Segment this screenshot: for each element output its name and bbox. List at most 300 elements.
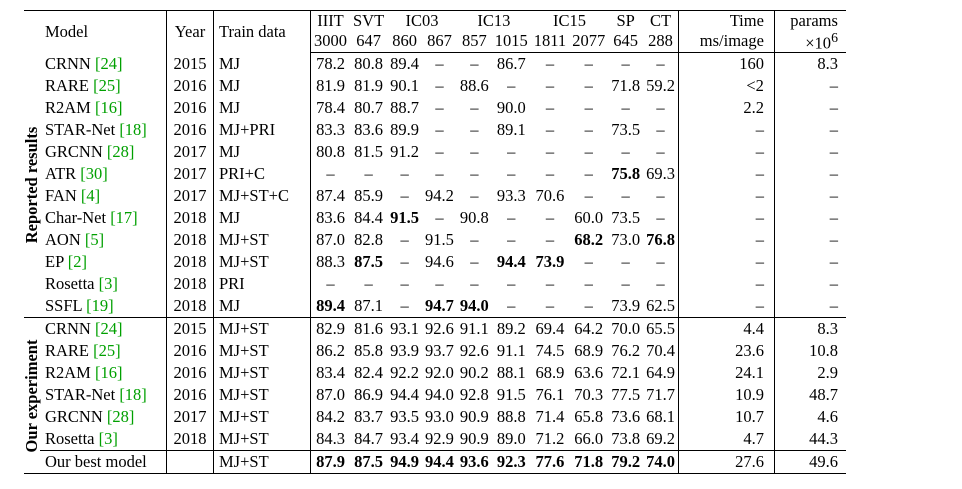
score-cell xyxy=(569,295,608,318)
score-cell xyxy=(492,273,531,295)
score-cell xyxy=(531,251,569,273)
time-cell: – xyxy=(678,185,774,207)
score-cell xyxy=(569,340,608,362)
score-value: 68.1 xyxy=(646,406,675,426)
score-value: 94.4 xyxy=(425,451,454,471)
score-value: 83.3 xyxy=(316,119,345,139)
citation-link[interactable]: [5] xyxy=(84,229,105,249)
score-cell xyxy=(311,185,351,207)
score-value: 93.4 xyxy=(390,428,420,448)
score-cell xyxy=(350,318,387,341)
score-cell xyxy=(608,384,643,406)
score-value: – xyxy=(507,75,516,95)
score-value: – xyxy=(584,119,593,139)
score-value: 84.3 xyxy=(316,428,345,448)
score-cell xyxy=(387,318,422,341)
score-value: 90.8 xyxy=(459,207,489,227)
model-cell xyxy=(40,207,167,229)
time-cell: 4.4 xyxy=(678,318,774,341)
model-name: Our best model xyxy=(45,451,147,471)
train-data-cell: PRI xyxy=(214,273,311,295)
score-cell xyxy=(643,97,678,119)
score-cell xyxy=(350,428,387,451)
score-cell xyxy=(492,141,531,163)
time-cell: 23.6 xyxy=(678,340,774,362)
score-value: 94.7 xyxy=(425,295,454,315)
score-cell xyxy=(311,75,351,97)
score-cell xyxy=(531,273,569,295)
citation-link[interactable]: [3] xyxy=(98,273,118,293)
score-value: – xyxy=(507,141,516,161)
header-train-data: Train data xyxy=(214,11,311,53)
score-cell xyxy=(531,451,569,474)
score-value: 87.5 xyxy=(354,451,384,471)
time-cell: – xyxy=(678,207,774,229)
score-cell xyxy=(387,451,422,474)
model-name: GRCNN xyxy=(45,141,103,161)
score-value: – xyxy=(470,119,479,139)
citation-link[interactable]: [24] xyxy=(94,318,123,338)
score-cell xyxy=(350,185,387,207)
score-value: 83.6 xyxy=(354,119,384,139)
model-cell xyxy=(40,251,167,273)
citation-link[interactable]: [17] xyxy=(110,207,138,227)
score-cell xyxy=(608,428,643,451)
score-cell xyxy=(311,141,351,163)
header-size-ct: 288 xyxy=(643,31,678,53)
score-cell xyxy=(643,53,678,76)
score-cell xyxy=(422,119,457,141)
score-value: 92.6 xyxy=(425,318,454,338)
score-cell xyxy=(422,273,457,295)
score-cell xyxy=(569,251,608,273)
model-name: EP xyxy=(45,251,64,271)
score-value: – xyxy=(584,75,593,95)
score-cell xyxy=(492,185,531,207)
score-cell xyxy=(492,295,531,318)
score-value: 84.2 xyxy=(316,406,345,426)
score-value: – xyxy=(545,207,555,227)
score-value: – xyxy=(400,229,409,249)
params-unit-base: ×10 xyxy=(805,33,832,53)
score-cell xyxy=(457,451,492,474)
params-cell: – xyxy=(774,163,846,185)
score-value: 70.0 xyxy=(611,318,641,338)
score-value: 65.8 xyxy=(574,406,604,426)
score-cell xyxy=(643,428,678,451)
score-value: 92.9 xyxy=(425,428,454,448)
score-cell xyxy=(422,362,457,384)
score-value: 64.2 xyxy=(574,318,604,338)
score-value: – xyxy=(621,273,630,293)
score-value: 68.9 xyxy=(535,362,565,382)
citation-link[interactable]: [4] xyxy=(80,185,101,205)
score-value: 93.0 xyxy=(425,406,454,426)
score-value: 75.8 xyxy=(611,163,641,183)
score-value: – xyxy=(400,251,409,271)
year-cell: 2018 xyxy=(167,273,214,295)
score-value: 78.4 xyxy=(316,97,345,117)
score-value: – xyxy=(584,53,593,73)
header-row-1 xyxy=(24,11,846,32)
score-value: – xyxy=(621,185,630,205)
year-cell: 2018 xyxy=(167,295,214,318)
score-cell xyxy=(457,75,492,97)
score-value: 88.6 xyxy=(459,75,489,95)
train-data-cell: MJ xyxy=(214,75,311,97)
train-data-cell: MJ xyxy=(214,97,311,119)
score-cell xyxy=(457,362,492,384)
score-cell xyxy=(531,362,569,384)
score-cell xyxy=(569,207,608,229)
score-cell xyxy=(457,53,492,76)
score-value: 89.9 xyxy=(390,119,420,139)
score-cell xyxy=(569,273,608,295)
time-cell: 2.2 xyxy=(678,97,774,119)
score-cell xyxy=(492,119,531,141)
score-value: 93.3 xyxy=(496,185,526,205)
score-cell xyxy=(531,75,569,97)
header-sp: SP xyxy=(608,11,643,32)
score-cell xyxy=(422,295,457,318)
score-cell xyxy=(457,141,492,163)
params-cell: – xyxy=(774,75,846,97)
train-data-cell: MJ+ST xyxy=(214,428,311,451)
citation-link[interactable]: [25] xyxy=(93,75,121,95)
year-cell: 2017 xyxy=(167,163,214,185)
group-label-reported-cell xyxy=(21,53,41,318)
score-value: 64.9 xyxy=(646,362,675,382)
score-value: – xyxy=(584,185,593,205)
citation-link[interactable]: [3] xyxy=(98,428,118,448)
model-name: GRCNN xyxy=(45,406,103,426)
score-value: 70.3 xyxy=(574,384,604,404)
score-value: 83.7 xyxy=(354,406,384,426)
params-cell: – xyxy=(774,207,846,229)
score-value: – xyxy=(621,141,630,161)
header-size-ic03-867: 867 xyxy=(422,31,457,53)
score-cell xyxy=(457,406,492,428)
score-cell xyxy=(457,273,492,295)
score-cell xyxy=(387,185,422,207)
table-row xyxy=(24,119,846,141)
score-value: 85.8 xyxy=(354,340,384,360)
score-value: 82.9 xyxy=(316,318,345,338)
score-value: 71.8 xyxy=(611,75,641,95)
score-value: 81.9 xyxy=(316,75,345,95)
citation-link[interactable]: [25] xyxy=(93,340,121,360)
model-name: Char-Net xyxy=(45,207,107,227)
score-value: – xyxy=(435,75,444,95)
score-value: 94.6 xyxy=(425,251,454,271)
score-value: 94.4 xyxy=(390,384,420,404)
score-cell xyxy=(643,384,678,406)
model-cell xyxy=(40,384,167,406)
score-cell xyxy=(457,207,492,229)
score-value: – xyxy=(656,97,665,117)
score-cell xyxy=(350,406,387,428)
score-cell xyxy=(643,318,678,341)
score-cell xyxy=(387,340,422,362)
score-cell xyxy=(457,428,492,451)
score-value: 89.0 xyxy=(496,428,526,448)
model-name: AON xyxy=(45,229,81,249)
score-value: 66.0 xyxy=(574,428,604,448)
score-value: 87.9 xyxy=(316,451,345,471)
citation-link[interactable]: [16] xyxy=(94,362,123,382)
score-cell xyxy=(492,97,531,119)
score-cell xyxy=(422,251,457,273)
citation-link[interactable]: [19] xyxy=(86,295,114,315)
score-value: 77.5 xyxy=(611,384,641,404)
score-cell xyxy=(422,318,457,341)
score-value: 71.8 xyxy=(574,451,604,471)
score-cell xyxy=(387,295,422,318)
table-row xyxy=(24,185,846,207)
score-cell xyxy=(311,207,351,229)
model-name: RARE xyxy=(45,75,90,95)
score-cell xyxy=(350,229,387,251)
score-value: 80.8 xyxy=(316,141,345,161)
header-time: Time xyxy=(678,11,774,32)
score-cell xyxy=(387,75,422,97)
score-cell xyxy=(531,295,569,318)
score-value: 92.3 xyxy=(496,451,526,471)
time-cell: – xyxy=(678,141,774,163)
model-name: STAR-Net xyxy=(45,119,116,139)
score-cell xyxy=(569,384,608,406)
score-value: 89.4 xyxy=(316,295,345,315)
score-value: 78.2 xyxy=(316,53,345,73)
score-cell xyxy=(569,97,608,119)
score-cell xyxy=(643,185,678,207)
score-cell xyxy=(422,53,457,76)
score-cell xyxy=(492,406,531,428)
score-value: – xyxy=(435,273,444,293)
score-value: – xyxy=(656,207,665,227)
score-cell xyxy=(608,362,643,384)
score-value: – xyxy=(656,251,665,271)
table-row xyxy=(24,406,846,428)
score-value: 84.4 xyxy=(354,207,384,227)
score-cell xyxy=(350,163,387,185)
score-value: 86.9 xyxy=(354,384,384,404)
citation-link[interactable]: [30] xyxy=(80,163,108,183)
score-value: – xyxy=(507,163,516,183)
score-value: 92.2 xyxy=(390,362,420,382)
model-name: Rosetta xyxy=(45,273,95,293)
score-cell xyxy=(569,141,608,163)
params-cell: 44.3 xyxy=(774,428,846,451)
table-row xyxy=(24,428,846,451)
score-value: – xyxy=(400,163,409,183)
score-value: 91.1 xyxy=(459,318,489,338)
score-cell xyxy=(643,451,678,474)
model-cell xyxy=(40,428,167,451)
score-cell xyxy=(608,97,643,119)
score-value: – xyxy=(470,185,479,205)
score-cell xyxy=(311,384,351,406)
citation-link[interactable]: [28] xyxy=(106,406,135,426)
score-cell xyxy=(492,340,531,362)
score-cell xyxy=(311,295,351,318)
score-value: 94.0 xyxy=(425,384,454,404)
score-cell xyxy=(643,406,678,428)
score-value: 88.1 xyxy=(496,362,526,382)
score-value: – xyxy=(656,273,665,293)
score-value: – xyxy=(364,273,373,293)
header-svt: SVT xyxy=(350,11,387,32)
score-cell xyxy=(422,229,457,251)
score-value: 87.4 xyxy=(316,185,345,205)
score-value: 91.5 xyxy=(425,229,454,249)
score-value: 73.9 xyxy=(535,251,565,271)
train-data-cell: MJ xyxy=(214,295,311,318)
score-cell xyxy=(492,75,531,97)
score-cell xyxy=(643,340,678,362)
score-cell xyxy=(350,362,387,384)
score-cell xyxy=(311,163,351,185)
train-data-cell: MJ+ST xyxy=(214,384,311,406)
params-cell: – xyxy=(774,119,846,141)
model-cell xyxy=(40,229,167,251)
score-value: 88.3 xyxy=(316,251,345,271)
score-cell xyxy=(387,273,422,295)
score-cell xyxy=(387,53,422,76)
time-cell: 10.7 xyxy=(678,406,774,428)
score-value: 89.2 xyxy=(496,318,526,338)
header-ic15: IC15 xyxy=(531,11,608,32)
params-cell: 2.9 xyxy=(774,362,846,384)
score-cell xyxy=(492,384,531,406)
score-cell xyxy=(422,75,457,97)
year-cell: 2018 xyxy=(167,207,214,229)
score-cell xyxy=(422,185,457,207)
score-cell xyxy=(311,273,351,295)
score-value: – xyxy=(545,229,555,249)
score-cell xyxy=(350,251,387,273)
score-cell xyxy=(531,119,569,141)
table-row xyxy=(24,451,846,474)
citation-link[interactable]: [16] xyxy=(94,97,123,117)
score-cell xyxy=(311,97,351,119)
train-data-cell: MJ+ST xyxy=(214,362,311,384)
score-value: – xyxy=(507,229,516,249)
score-value: – xyxy=(545,295,555,315)
time-cell: – xyxy=(678,163,774,185)
params-unit-exp: 6 xyxy=(831,30,838,45)
score-cell xyxy=(492,251,531,273)
model-cell xyxy=(40,141,167,163)
score-value: 69.3 xyxy=(646,163,675,183)
params-cell: – xyxy=(774,273,846,295)
score-value: – xyxy=(326,273,335,293)
table-row xyxy=(24,229,846,251)
score-value: – xyxy=(470,97,479,117)
citation-link[interactable]: [18] xyxy=(119,119,147,139)
citation-link[interactable]: [2] xyxy=(67,251,88,271)
time-cell: 10.9 xyxy=(678,384,774,406)
score-cell xyxy=(311,451,351,474)
score-cell xyxy=(457,163,492,185)
score-cell xyxy=(350,141,387,163)
score-cell xyxy=(643,251,678,273)
score-cell xyxy=(531,318,569,341)
score-cell xyxy=(608,318,643,341)
citation-link[interactable]: [28] xyxy=(106,141,135,161)
citation-link[interactable]: [24] xyxy=(94,53,123,73)
score-cell xyxy=(311,229,351,251)
model-name: Rosetta xyxy=(45,428,95,448)
score-cell xyxy=(569,119,608,141)
model-name: SSFL xyxy=(45,295,82,315)
score-value: 90.2 xyxy=(459,362,489,382)
score-value: 87.0 xyxy=(316,384,345,404)
score-value: 83.6 xyxy=(316,207,345,227)
score-value: 77.6 xyxy=(535,451,565,471)
citation-link[interactable]: [18] xyxy=(119,384,147,404)
header-params-unit xyxy=(774,31,846,53)
score-value: 62.5 xyxy=(646,295,675,315)
score-value: 76.8 xyxy=(646,229,675,249)
score-value: 74.0 xyxy=(646,451,675,471)
score-cell xyxy=(492,163,531,185)
train-data-cell: MJ xyxy=(214,207,311,229)
score-value: 90.9 xyxy=(459,428,489,448)
score-cell xyxy=(531,229,569,251)
train-data-cell: MJ+ST xyxy=(214,340,311,362)
score-value: 86.7 xyxy=(496,53,526,73)
score-cell xyxy=(387,362,422,384)
year-cell: 2016 xyxy=(167,97,214,119)
score-value: 92.6 xyxy=(459,340,489,360)
score-value: – xyxy=(545,75,555,95)
params-cell: – xyxy=(774,295,846,318)
time-cell: – xyxy=(678,273,774,295)
score-cell xyxy=(492,451,531,474)
model-cell xyxy=(40,362,167,384)
score-cell xyxy=(311,340,351,362)
params-cell: 8.3 xyxy=(774,53,846,76)
train-data-cell: MJ+ST xyxy=(214,406,311,428)
header-size-ic13-1015: 1015 xyxy=(492,31,531,53)
score-value: 80.8 xyxy=(354,53,384,73)
year-cell: 2015 xyxy=(167,318,214,341)
score-value: – xyxy=(656,185,665,205)
score-cell xyxy=(387,384,422,406)
table-row xyxy=(24,318,846,341)
score-cell xyxy=(608,75,643,97)
score-cell xyxy=(387,207,422,229)
score-value: – xyxy=(435,163,444,183)
score-value: 59.2 xyxy=(646,75,675,95)
score-value: 93.6 xyxy=(459,451,489,471)
score-value: 90.0 xyxy=(496,97,526,117)
time-cell: 27.6 xyxy=(678,451,774,474)
score-cell xyxy=(608,119,643,141)
table-row xyxy=(24,75,846,97)
score-value: 81.5 xyxy=(354,141,384,161)
params-cell: 49.6 xyxy=(774,451,846,474)
score-cell xyxy=(457,295,492,318)
score-cell xyxy=(457,318,492,341)
score-value: 86.2 xyxy=(316,340,345,360)
year-cell: 2016 xyxy=(167,340,214,362)
score-cell xyxy=(608,185,643,207)
table-row xyxy=(24,273,846,295)
score-value: 73.0 xyxy=(611,229,641,249)
score-cell xyxy=(457,229,492,251)
